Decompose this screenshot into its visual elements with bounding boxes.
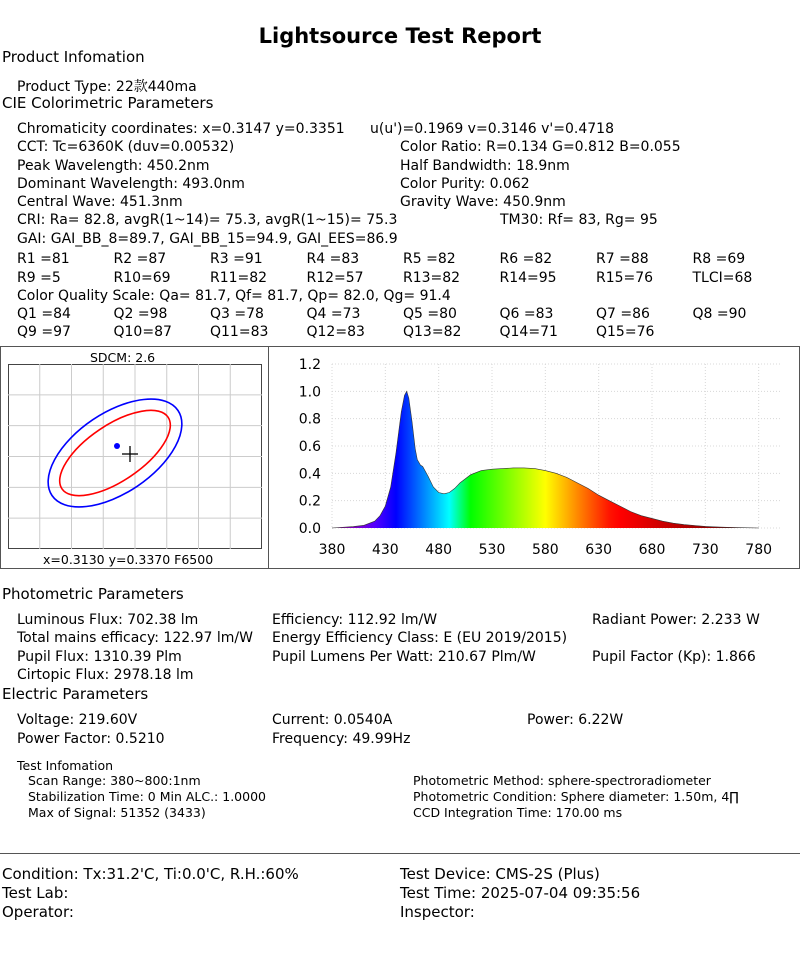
- param-cell: Q12=83: [306, 324, 365, 340]
- luminous-flux: Luminous Flux: 702.38 lm: [17, 612, 199, 628]
- param-cell: R3 =91: [210, 251, 263, 267]
- chromaticity: Chromaticity coordinates: x=0.3147 y=0.3351: [17, 121, 345, 137]
- param-cell: Q8 =90: [692, 306, 747, 322]
- test-lab: Test Lab:: [2, 884, 69, 902]
- param-cell: Q3 =78: [210, 306, 264, 322]
- y-tick-label: 0.6: [298, 439, 321, 455]
- param-cell: Q7 =86: [596, 306, 650, 322]
- param-cell: Q11=83: [210, 324, 269, 340]
- param-cell: R10=69: [113, 270, 171, 286]
- sdcm-label: SDCM: 2.6: [90, 350, 156, 365]
- half-bandwidth: Half Bandwidth: 18.9nm: [400, 158, 570, 174]
- efficiency: Efficiency: 112.92 lm/W: [272, 612, 438, 628]
- param-cell: TLCI=68: [692, 270, 753, 286]
- x-tick-label: 580: [531, 542, 559, 558]
- x-tick-label: 780: [745, 542, 773, 558]
- pupil-factor: Pupil Factor (Kp): 1.866: [592, 649, 756, 665]
- stabilization: Stabilization Time: 0 Min ALC.: 1.0000: [28, 789, 266, 804]
- uv-coordinates: u(u')=0.1969 v=0.3146 v'=0.4718: [370, 121, 614, 137]
- product-heading: Product Infomation: [2, 48, 145, 66]
- param-cell: R11=82: [210, 270, 268, 286]
- cqs: Color Quality Scale: Qa= 81.7, Qf= 81.7, Qp= 82.0, Qg= 91.4: [17, 288, 451, 304]
- ccd-time: CCD Integration Time: 170.00 ms: [413, 805, 623, 820]
- param-cell: R4 =83: [306, 251, 360, 267]
- measured-point: [114, 443, 120, 449]
- radiant-power: Radiant Power: 2.233 W: [592, 612, 760, 628]
- pupil-lpw: Pupil Lumens Per Watt: 210.67 Plm/W: [272, 649, 536, 665]
- y-tick-label: 0.0: [298, 521, 321, 537]
- energy-class: Energy Efficiency Class: E (EU 2019/2015): [272, 630, 568, 646]
- color-ratio: Color Ratio: R=0.134 G=0.812 B=0.055: [400, 139, 681, 155]
- photometric-condition: Photometric Condition: Sphere diameter: 1.50m, 4∏: [413, 789, 739, 804]
- y-tick-label: 1.0: [298, 384, 321, 401]
- x-tick-label: 380: [318, 542, 346, 558]
- gai: GAI: GAI_BB_8=89.7, GAI_BB_15=94.9, GAI_EES=86.9: [17, 231, 398, 247]
- inspector: Inspector:: [400, 903, 475, 921]
- test-info-heading: Test Infomation: [17, 758, 114, 773]
- x-tick-label: 680: [638, 542, 666, 558]
- x-tick-label: 530: [478, 542, 506, 558]
- param-cell: Q14=71: [499, 324, 558, 340]
- param-cell: R15=76: [596, 270, 654, 286]
- param-cell: Q2 =98: [113, 306, 168, 322]
- mains-efficacy: Total mains efficacy: 122.97 lm/W: [17, 630, 253, 646]
- dominant-wavelength: Dominant Wavelength: 493.0nm: [17, 176, 245, 192]
- footer-divider: [0, 853, 800, 854]
- power: Power: 6.22W: [527, 712, 624, 728]
- peak-wavelength: Peak Wavelength: 450.2nm: [17, 158, 210, 174]
- electric-heading: Electric Parameters: [2, 685, 149, 703]
- cirtopic-flux: Cirtopic Flux: 2978.18 lm: [17, 667, 194, 683]
- tm30: TM30: Rf= 83, Rg= 95: [500, 212, 658, 228]
- voltage: Voltage: 219.60V: [17, 712, 138, 728]
- cri: CRI: Ra= 82.8, avgR(1~14)= 75.3, avgR(1~15)= 75.3: [17, 212, 398, 228]
- x-tick-label: 630: [585, 542, 613, 558]
- scan-range: Scan Range: 380~800:1nm: [28, 773, 201, 788]
- param-cell: Q6 =83: [499, 306, 554, 322]
- param-cell: R13=82: [403, 270, 461, 286]
- x-tick-label: 430: [371, 542, 399, 558]
- central-wave: Central Wave: 451.3nm: [17, 194, 183, 210]
- param-cell: R1 =81: [17, 251, 70, 267]
- param-cell: Q10=87: [113, 324, 172, 340]
- param-cell: R9 =5: [17, 270, 61, 286]
- power-factor: Power Factor: 0.5210: [17, 731, 165, 747]
- max-signal: Max of Signal: 51352 (3433): [28, 805, 206, 820]
- x-tick-label: 480: [425, 542, 453, 558]
- sdcm-coordinates: x=0.3130 y=0.3370 F6500: [43, 552, 214, 567]
- param-cell: Q13=82: [403, 324, 462, 340]
- param-cell: R12=57: [306, 270, 364, 286]
- frequency: Frequency: 49.99Hz: [272, 731, 411, 747]
- param-cell: R14=95: [499, 270, 557, 286]
- param-cell: R2 =87: [113, 251, 167, 267]
- param-cell: R5 =82: [403, 251, 456, 267]
- param-cell: Q15=76: [596, 324, 655, 340]
- spectrum-chart: [270, 350, 798, 568]
- current: Current: 0.0540A: [272, 712, 393, 728]
- sdcm-plot: [8, 364, 262, 549]
- cct: CCT: Tc=6360K (duv=0.00532): [17, 139, 235, 155]
- param-cell: Q1 =84: [17, 306, 71, 322]
- test-device: Test Device: CMS-2S (Plus): [400, 865, 600, 883]
- param-cell: Q4 =73: [306, 306, 361, 322]
- report-title: Lightsource Test Report: [258, 24, 542, 48]
- cie-heading: CIE Colorimetric Parameters: [2, 94, 214, 112]
- photometric-method: Photometric Method: sphere-spectroradiometer: [413, 773, 711, 788]
- color-purity: Color Purity: 0.062: [400, 176, 530, 192]
- y-tick-label: 0.4: [298, 466, 321, 483]
- param-cell: R7 =88: [596, 251, 649, 267]
- y-tick-label: 0.2: [298, 493, 321, 510]
- operator: Operator:: [2, 903, 74, 921]
- photometric-heading: Photometric Parameters: [2, 585, 184, 603]
- gravity-wave: Gravity Wave: 450.9nm: [400, 194, 566, 210]
- x-tick-label: 730: [691, 542, 719, 558]
- product-type: Product Type: 22款440ma: [17, 79, 197, 95]
- param-cell: R8 =69: [692, 251, 746, 267]
- param-cell: Q5 =80: [403, 306, 457, 322]
- param-cell: Q9 =97: [17, 324, 71, 340]
- condition: Condition: Tx:31.2'C, Ti:0.0'C, R.H.:60%: [2, 865, 299, 883]
- y-tick-label: 0.8: [298, 411, 321, 428]
- pupil-flux: Pupil Flux: 1310.39 Plm: [17, 649, 182, 665]
- y-tick-label: 1.2: [298, 357, 321, 373]
- spectrum-area: [270, 350, 798, 568]
- param-cell: R6 =82: [499, 251, 553, 267]
- test-time: Test Time: 2025-07-04 09:35:56: [400, 884, 641, 902]
